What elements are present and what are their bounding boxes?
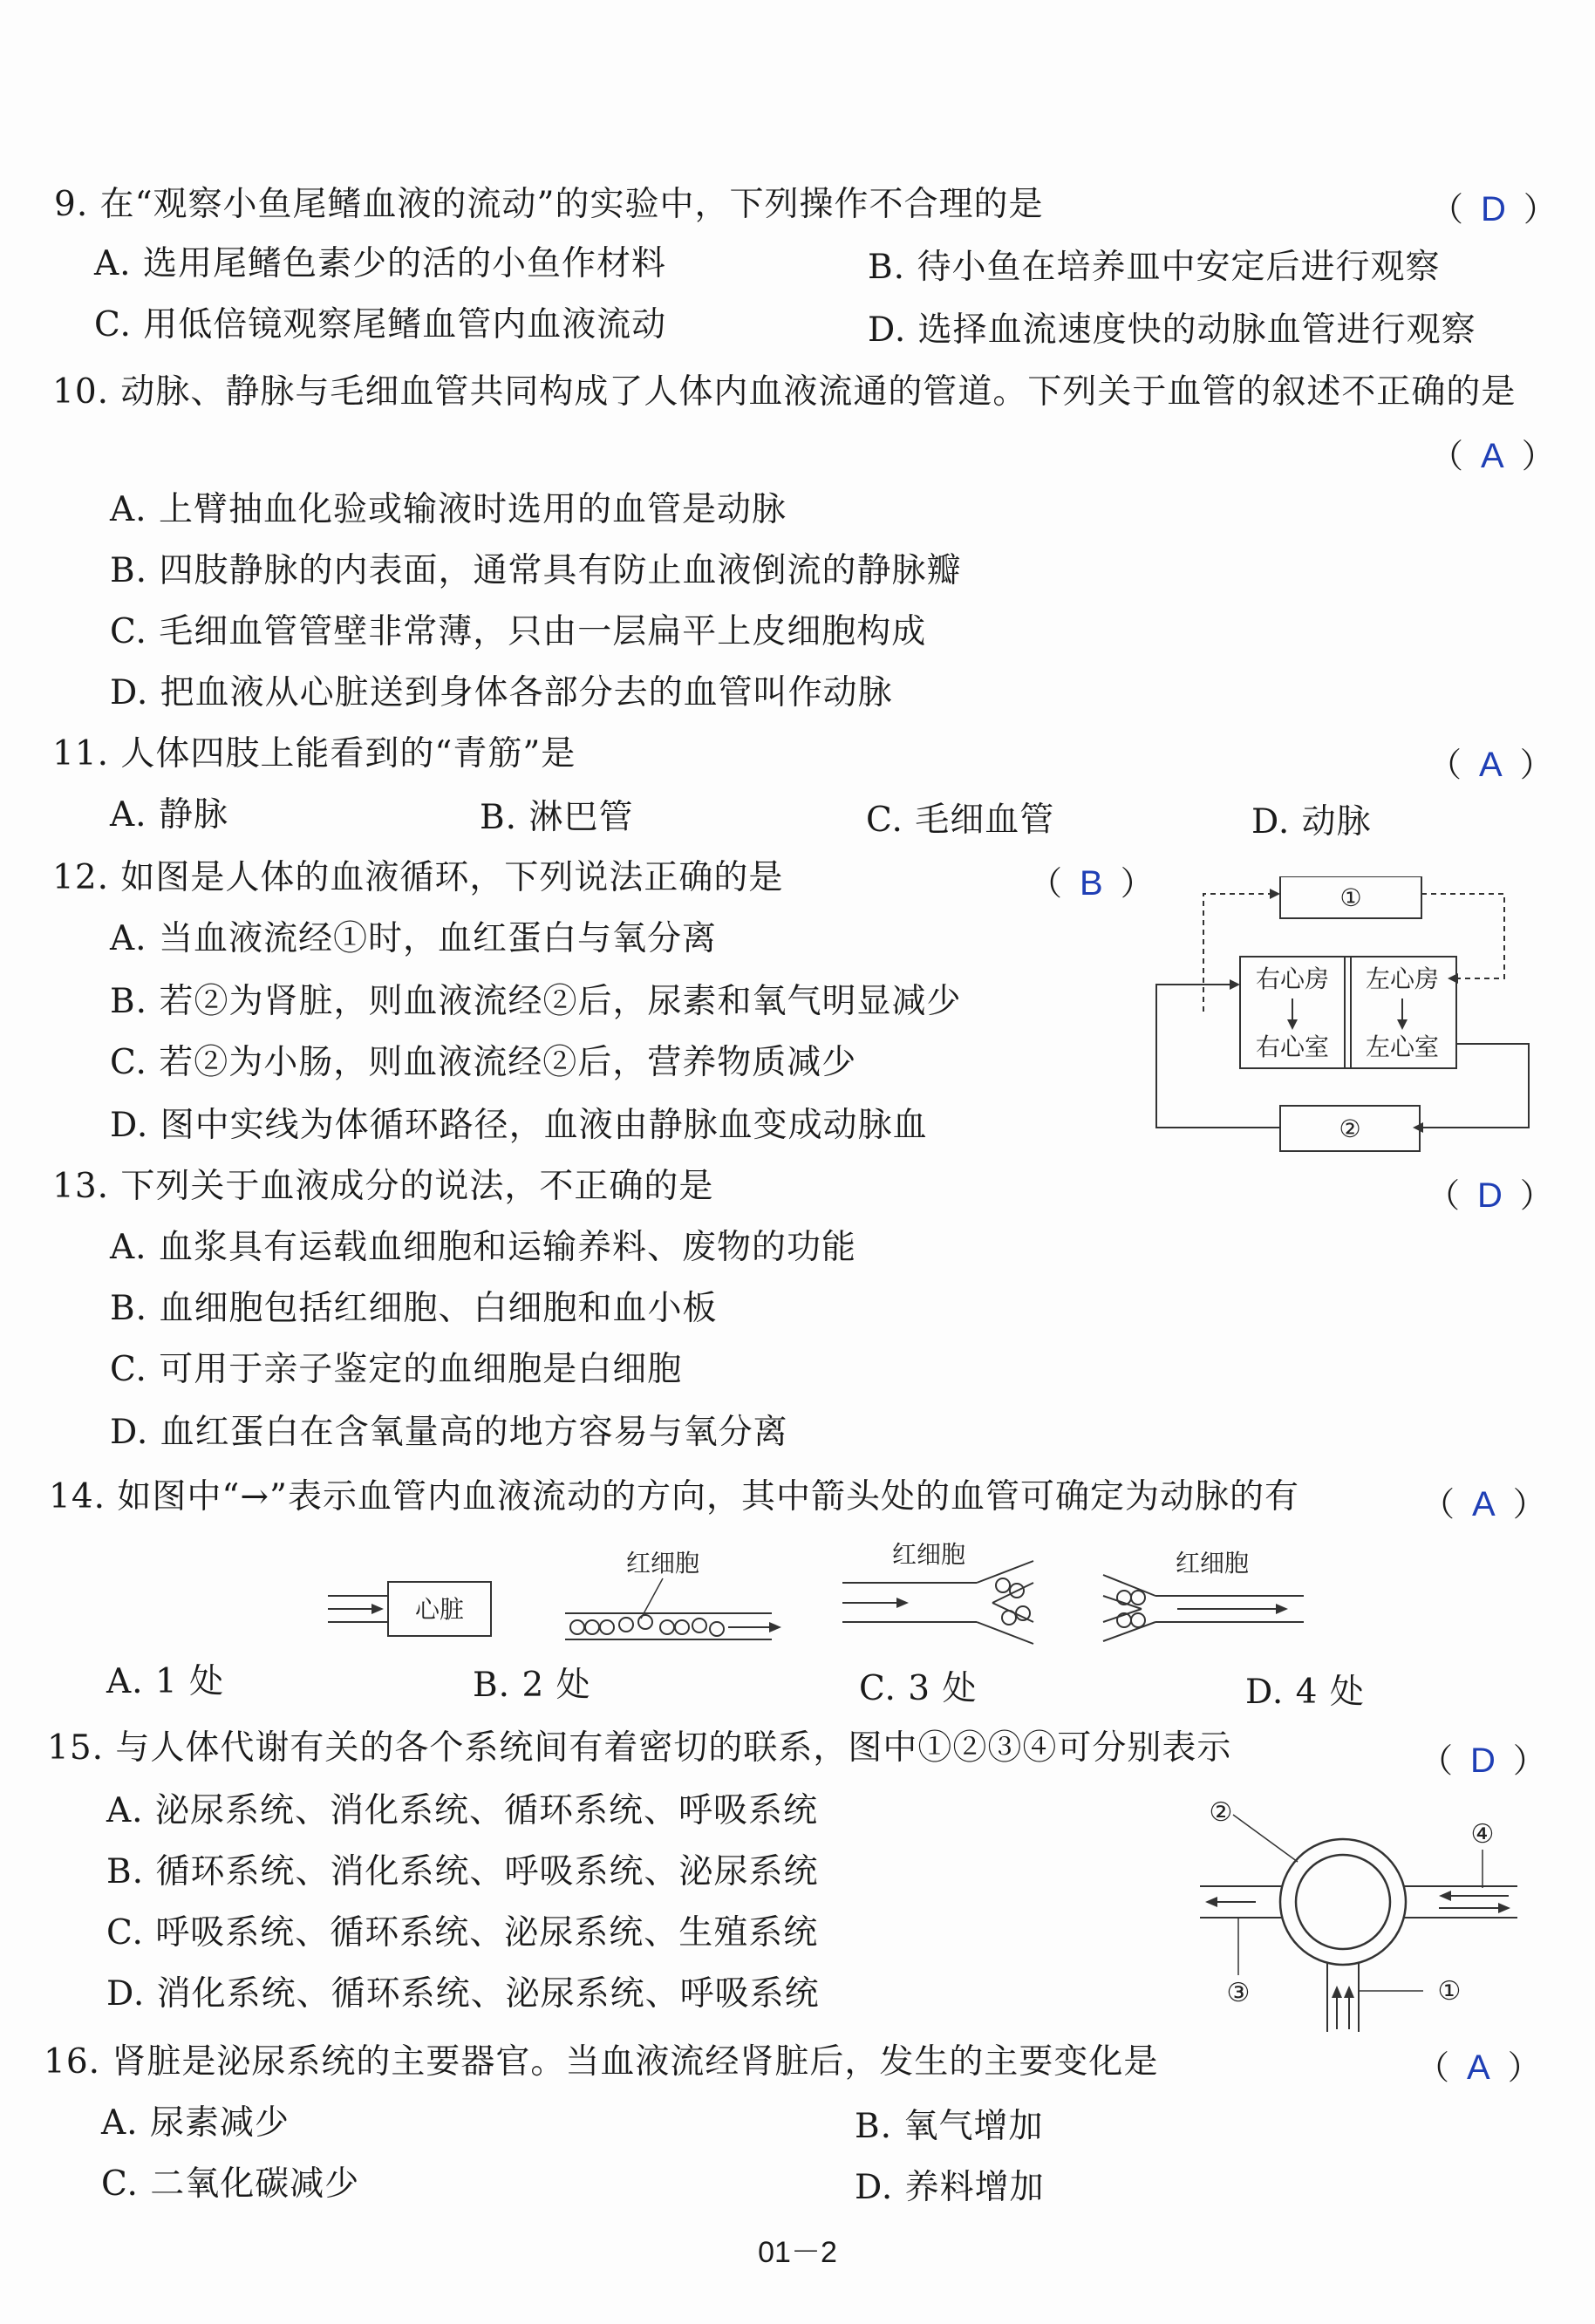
question-12-option-c: C. 若②为小肠，则血液流经②后，营养物质减少 [110,1043,857,1082]
label-1: ① [1437,1976,1462,2007]
right-arrow-in [1439,1891,1451,1901]
question-11-answer: （ A ） [1428,746,1553,784]
right-heart-arrowhead [1287,1019,1298,1030]
question-9-answer: （ D ） [1430,190,1557,228]
box-1-label: ① [1339,883,1362,912]
question-16-answer: （ A ） [1416,2048,1541,2087]
question-9-option-a: A. 选用尾鳍色素少的活的小鱼作材料 [94,244,666,283]
vessel-figure-4-merging [1094,1544,1312,1657]
question-16-option-a: A. 尿素减少 [101,2103,290,2143]
question-10-option-c: C. 毛细血管管壁非常薄，只由一层扁平上皮细胞构成 [110,612,927,651]
question-15-option-b: B. 循环系统、消化系统、呼吸系统、泌尿系统 [106,1852,819,1891]
systemic-arrow-2 [1230,979,1240,990]
question-15-option-d: D. 消化系统、循环系统、泌尿系统、呼吸系统 [106,1974,820,2014]
right-arrow-out [1498,1903,1510,1913]
question-13-option-b: B. 血细胞包括红细胞、白细胞和血小板 [110,1289,718,1328]
question-14-stem: 14. 如图中“→”表示血管内血液流动的方向，其中箭头处的血管可确定为动脉的有 [49,1477,1299,1516]
bottom-arrow-1 [1332,1986,1342,1998]
question-13-option-d: D. 血红蛋白在含氧量高的地方容易与氧分离 [110,1413,788,1452]
flow-arrow [371,1604,384,1614]
question-16-option-c: C. 二氧化碳减少 [101,2164,360,2204]
label-3: ③ [1226,1978,1251,2008]
right-atrium-label: 右心房 [1255,964,1330,993]
left-ventricle-label: 左心室 [1365,1033,1440,1061]
flow-arrow [769,1622,781,1632]
heart-label: 心脏 [414,1595,465,1624]
question-16-stem: 16. 肾脏是泌尿系统的主要器官。当血液流经肾脏后，发生的主要变化是 [44,2042,1159,2082]
question-11-stem: 11. 人体四肢上能看到的“青筋”是 [52,734,576,774]
left-atrium-label: 左心房 [1365,964,1440,993]
question-13-answer: （ D ） [1427,1176,1553,1215]
vessel-figure-3-branching [837,1535,1046,1648]
question-16-option-d: D. 养料增加 [855,2168,1045,2207]
right-ventricle-label: 右心室 [1255,1033,1330,1061]
question-13-option-c: C. 可用于亲子鉴定的血细胞是白细胞 [110,1350,683,1389]
question-16-option-b: B. 氧气增加 [855,2107,1044,2146]
red-blood-cells [570,1615,724,1636]
question-15-answer: （ D ） [1420,1741,1546,1780]
question-12-option-a: A. 当血液流经①时，血红蛋白与氧分离 [110,919,717,958]
rbc-label-3: 红细胞 [1175,1549,1250,1578]
question-10-option-b: B. 四肢静脉的内表面，通常具有防止血液倒流的静脉瓣 [110,551,962,590]
question-14-option-c: C. 3 处 [859,1669,978,1708]
left-heart-arrowhead [1397,1019,1408,1030]
question-11-option-d: D. 动脉 [1251,802,1372,842]
outer-ring [1280,1839,1406,1965]
rbc-label-1: 红细胞 [625,1549,700,1578]
question-9-option-c: C. 用低倍镜观察尾鳍血管内血液流动 [94,305,667,344]
question-11-option-b: B. 淋巴管 [480,798,634,837]
label-2: ② [1209,1797,1233,1828]
flow-arrow [1276,1604,1288,1614]
label-4: ④ [1470,1819,1495,1850]
question-10-stem: 10. 动脉、静脉与毛细血管共同构成了人体内血液流通的管道。下列关于血管的叙述不正确的是 [52,372,1517,412]
question-15-stem: 15. 与人体代谢有关的各个系统间有着密切的联系，图中①②③④可分别表示 [47,1728,1232,1768]
question-10-option-d: D. 把血液从心脏送到身体各部分去的血管叫作动脉 [110,673,893,712]
page-number: 01－2 [758,2236,837,2269]
flow-arrow [896,1598,909,1608]
question-13-option-a: A. 血浆具有运载血细胞和运输养料、废物的功能 [110,1228,856,1267]
question-10-option-a: A. 上臂抽血化验或输液时选用的血管是动脉 [110,490,787,529]
vessel-figure-1-heart [323,1570,497,1648]
question-11-option-c: C. 毛细血管 [866,801,1055,840]
question-12-answer: （ B ） [1029,864,1154,903]
question-14-option-a: A. 1 处 [106,1662,225,1701]
question-9-stem: 9. 在“观察小鱼尾鳍血液的流动”的实验中，下列操作不合理的是 [54,185,1044,224]
circulation-diagram [1151,876,1535,1155]
question-13-stem: 13. 下列关于血液成分的说法，不正确的是 [52,1167,714,1206]
question-9-option-b: B. 待小鱼在培养皿中安定后进行观察 [868,248,1441,287]
question-12-stem: 12. 如图是人体的血液循环，下列说法正确的是 [52,858,784,897]
systems-diagram [1195,1792,1530,2032]
question-9-option-d: D. 选择血流速度快的动脉血管进行观察 [868,310,1476,350]
question-14-option-d: D. 4 处 [1245,1673,1365,1712]
question-15-option-a: A. 泌尿系统、消化系统、循环系统、呼吸系统 [106,1791,818,1830]
question-11-option-a: A. 静脉 [110,795,228,835]
box-2-label: ② [1339,1114,1361,1143]
question-12-option-b: B. 若②为肾脏，则血液流经②后，尿素和氧气明显减少 [110,982,962,1021]
systemic-arrow-1 [1413,1122,1423,1133]
question-14-answer: （ A ） [1421,1485,1546,1523]
inner-ring [1296,1855,1390,1949]
question-14-option-b: B. 2 处 [473,1666,591,1705]
question-10-answer: （ A ） [1430,437,1555,475]
left-arrow [1205,1897,1217,1907]
pulmonary-arrow-1 [1270,889,1280,899]
question-15-option-c: C. 呼吸系统、循环系统、泌尿系统、生殖系统 [106,1913,819,1953]
bottom-arrow-2 [1344,1986,1354,1998]
vessel-figure-2-capillary [558,1544,785,1657]
rbc-label-2: 红细胞 [891,1540,966,1569]
question-12-option-d: D. 图中实线为体循环路径，血液由静脉血变成动脉血 [110,1106,928,1145]
